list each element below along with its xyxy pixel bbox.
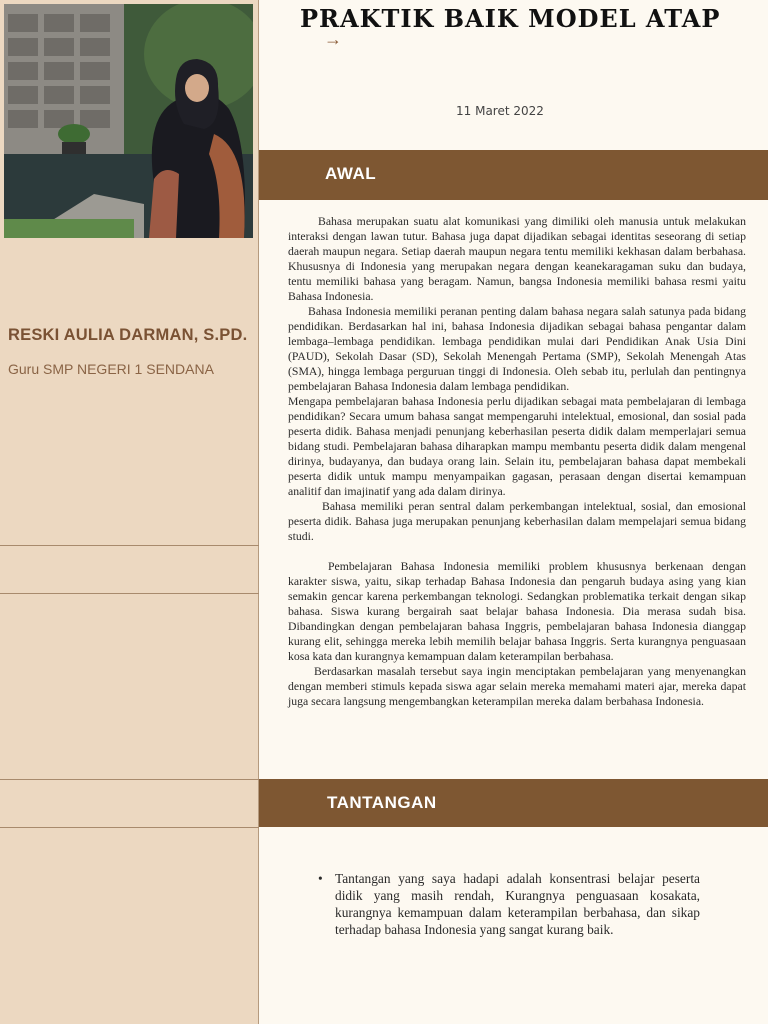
section-title-tantangan: TANTANGAN: [327, 793, 437, 812]
list-item-text: Tantangan yang saya hadapi adalah konsentrasi belajar peserta didik yang masih rendah, Kurangnya penguasaan kosakata, kurangnya kemampuan dalam keterampilan berbahasa, dan sikap terhadap bahasa Indonesia yang sangat kurang baik.: [335, 871, 700, 937]
arrow-icon: →: [324, 29, 342, 49]
profile-photo-illustration: [4, 4, 253, 238]
profile-photo: [4, 4, 253, 238]
list-item: [318, 870, 700, 938]
section-header-awal: [259, 150, 768, 200]
paragraph: Bahasa merupakan suatu alat komunikasi yang dimiliki oleh manusia untuk melakukan interaksi dengan lawan tutur. Bahasa juga dapat dijadikan sebagai identitas seseorang di setiap daerah maupun negara. Setiap daerah maupun negara tentu memiliki kekhasan dalam berbahasa. Khususnya di Indonesia yang merupakan negara dengan keanekaragaman suku dan budaya, tentu memiliki bahasa yang beragam. Namun, bangsa Indonesia memiliki bahasa resmi yaitu Bahasa Indonesia.: [288, 215, 746, 303]
section-title-awal: AWAL: [325, 164, 377, 183]
paragraph: Bahasa Indonesia memiliki peranan penting dalam bahasa negara salah satunya pada bidang pendidikan. Berdasarkan hal ini, bahasa Indonesia dijadikan sebagai bahasa pengantar dalam lembaga–lembaga pendidikan. lembaga pendidikan mulai dari Pendidikan Anak Usia Dini (PAUD), Sekolah Dasar (SD), Sekolah Menengah Pertama (SMP), Sekolah Menengah Atas (SMA), hingga lembaga perguruan tinggi di Indonesia. Oleh sebab itu, perlulah dan pentingnya pembelajaran Bahasa Indonesia dalam lembaga pendidikan.: [288, 305, 746, 393]
paragraph: Berdasarkan masalah tersebut saya ingin menciptakan pembelajaran yang menyenangkan dengan memberi stimuls kepada siswa agar selain mereka memahami materi ajar, mereka dapat juga secara langsung mengembangkan keterampilan mereka dalam berbahasa Indonesia.: [288, 665, 746, 708]
sidebar-divider: [0, 827, 259, 828]
paragraph: Pembelajaran Bahasa Indonesia memiliki problem khususnya berkenaan dengan karakter siswa, yaitu, sikap terhadap Bahasa Indonesia dan pengaruh budaya asing yang kian semakin gencar karena perkembangan teknologi. Sedangkan problematika terkait dengan sikap bahasa. Siswa kurang bergairah saat belajar bahasa Indonesia. Dia merasa sudah bisa. Dibandingkan dengan pembelajaran bahasa Inggris, pembelajaran bahasa Indonesia dianggap kurang elit, sehingga mereka lebih memilih belajar bahasa Inggris. Serta kurangnya penguasaan kosa kata dan kurangnya kemampuan dalam keterampilan berbahasa.: [288, 560, 746, 663]
paragraph: Bahasa memiliki peran sentral dalam perkembangan intelektual, sosial, dan emosional peserta didik. Bahasa juga merupakan penunjang keberhasilan dalam mempelajari semua bidang studi.: [288, 500, 746, 543]
sidebar-divider: [0, 545, 259, 546]
bullet-icon: •: [318, 871, 323, 886]
page-title: PRAKTIK BAIK MODEL ATAP: [300, 4, 721, 33]
sidebar-divider: [0, 779, 259, 780]
section-body-awal: [288, 214, 746, 709]
challenge-list: [318, 870, 700, 938]
person-name: RESKI AULIA DARMAN, S.PD.: [8, 326, 248, 344]
person-role: Guru SMP NEGERI 1 SENDANA: [8, 361, 214, 377]
section-header-tantangan: [259, 779, 768, 827]
profile-sidebar: [0, 0, 259, 1024]
publish-date: 11 Maret 2022: [456, 104, 544, 118]
sidebar-divider: [0, 593, 259, 594]
profile-info: [8, 326, 258, 377]
paragraph: Mengapa pembelajaran bahasa Indonesia perlu dijadikan sebagai mata pembelajaran di lembaga pendidikan? Secara umum bahasa sangat mempengaruhi intelektual, emosional, dan sosial pada peserta didik. Bahasa menjadi penunjang keberhasilan peserta didik dalam memperlajari semua bidang studi. Pembelajaran bahasa diharapkan mampu membantu peserta didik dalam mengenal dirinya, budayanya, dan budaya orang lain. Selain itu, pembelajaran bahasa dapat membekali peserta didik untuk mampu menyampaikan gagasan, perasaan dengan disertai kemampuan analitif dan imajinatif yang ada dalam dirinya.: [288, 395, 746, 498]
